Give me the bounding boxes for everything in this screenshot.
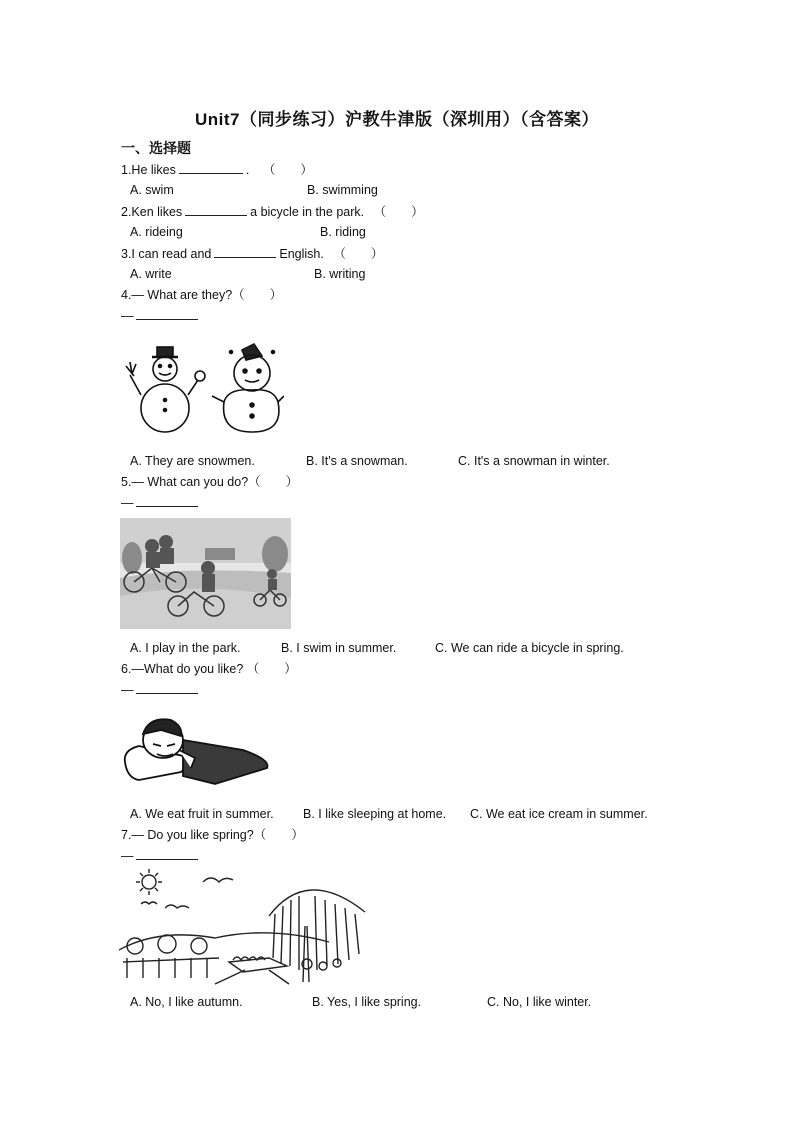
dash: —: [121, 849, 134, 863]
option-a[interactable]: A. write: [130, 267, 172, 281]
option-a[interactable]: A. We eat fruit in summer.: [130, 807, 274, 821]
option-c[interactable]: C. It's a snowman in winter.: [458, 454, 610, 468]
answer-blank[interactable]: [185, 203, 247, 216]
park-cycling-image: [120, 518, 291, 629]
option-b[interactable]: B. It's a snowman.: [306, 454, 408, 468]
question-4-text: 4.— What are they?: [121, 288, 233, 302]
answer-blank[interactable]: [136, 847, 198, 860]
option-a[interactable]: A. I play in the park.: [130, 641, 241, 655]
option-a[interactable]: A. rideing: [130, 225, 183, 239]
question-3-tail: English.: [279, 247, 324, 261]
answer-blank[interactable]: [179, 161, 243, 174]
dash: —: [121, 683, 134, 697]
snowmen-image: [124, 340, 284, 435]
answer-line[interactable]: [121, 494, 201, 511]
option-b[interactable]: B. swimming: [307, 183, 378, 197]
sleeping-image: [121, 710, 271, 785]
answer-paren[interactable]: （ ）: [246, 662, 297, 676]
question-6-text: 6.—What do you like?: [121, 662, 244, 676]
dash: —: [121, 309, 134, 323]
option-c[interactable]: C. We can ride a bicycle in spring.: [435, 641, 624, 655]
answer-line[interactable]: [121, 307, 201, 324]
answer-paren[interactable]: （ ）: [248, 475, 299, 489]
question-2-text: 2.Ken likes: [121, 205, 183, 219]
answer-paren[interactable]: （ ）: [253, 828, 304, 842]
option-a[interactable]: A. swim: [130, 183, 174, 197]
answer-blank[interactable]: [136, 494, 198, 507]
question-2-tail: a bicycle in the park.: [250, 205, 365, 219]
dash: —: [121, 496, 134, 510]
question-3-text: 3.I can read and: [121, 247, 212, 261]
section-heading: 一、选择题: [121, 140, 191, 156]
answer-paren[interactable]: （ ）: [333, 247, 384, 261]
question-3: [121, 245, 383, 262]
answer-paren[interactable]: （ ）: [232, 288, 283, 302]
spring-scene-image: [119, 866, 375, 986]
question-5-text: 5.— What can you do?: [121, 475, 249, 489]
option-c[interactable]: C. We eat ice cream in summer.: [470, 807, 648, 821]
option-b[interactable]: B. riding: [320, 225, 366, 239]
question-5: [121, 474, 298, 490]
option-b[interactable]: B. I swim in summer.: [281, 641, 397, 655]
question-6: [121, 661, 297, 677]
answer-line[interactable]: [121, 847, 201, 864]
question-1-tail: .: [245, 163, 250, 177]
answer-paren[interactable]: （ ）: [262, 163, 313, 177]
question-2: [121, 203, 424, 220]
question-1: [121, 161, 313, 178]
answer-blank[interactable]: [214, 245, 276, 258]
answer-paren[interactable]: （ ）: [373, 205, 424, 219]
question-4: [121, 287, 282, 303]
option-a[interactable]: A. They are snowmen.: [130, 454, 255, 468]
document-title: Unit7（同步练习）沪教牛津版（深圳用）（含答案）: [195, 110, 599, 129]
option-b[interactable]: B. I like sleeping at home.: [303, 807, 447, 821]
question-7: [121, 827, 304, 843]
answer-blank[interactable]: [136, 681, 198, 694]
question-1-text: 1.He likes: [121, 163, 176, 177]
option-b[interactable]: B. writing: [314, 267, 366, 281]
option-c[interactable]: C. No, I like winter.: [487, 995, 592, 1009]
answer-line[interactable]: [121, 681, 201, 698]
answer-blank[interactable]: [136, 307, 198, 320]
option-b[interactable]: B. Yes, I like spring.: [312, 995, 422, 1009]
question-7-text: 7.— Do you like spring?: [121, 828, 254, 842]
option-a[interactable]: A. No, I like autumn.: [130, 995, 243, 1009]
